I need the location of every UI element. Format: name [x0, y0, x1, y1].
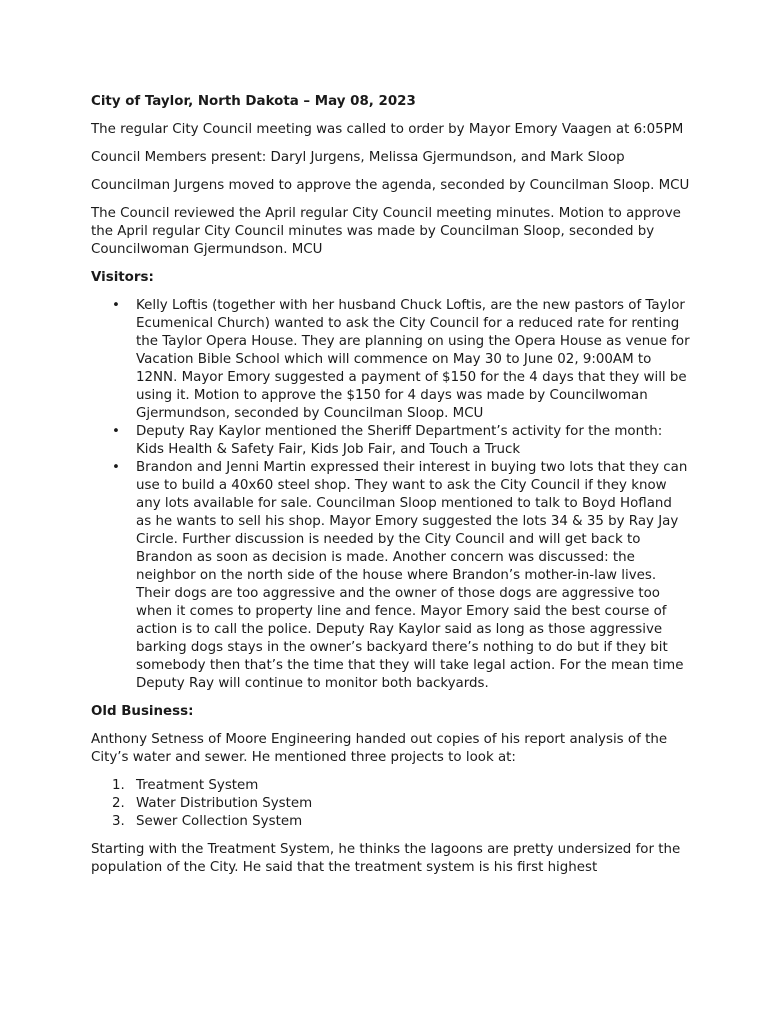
project-label: Sewer Collection System	[136, 814, 303, 829]
agenda-motion-paragraph: Councilman Jurgens moved to approve the agenda, seconded by Councilman Sloop. MCU	[91, 178, 690, 193]
visitor-item-text: Brandon and Jenni Martin expressed their interest in buying two lots that they can use to build a 40x60 steel shop. They want to ask the City Council if they know any lots available for sale. Councilman Sloop mentioned to talk to Boyd Hofland as he wants to sell his shop. Mayor Emory suggested the lots 34 & 35 by Ray Jay Circle. Further discussion is needed by the City Council and will get back to Brandon as soon as decision is made. Another concern was discussed: the neighbor on the north side of the house where Brandon’s mother-in-law lives. Their dogs are too aggressive and the owner of those dogs are aggressive too when it comes to property line and fence. Mayor Emory said the best course of action is to call the police. Deputy Ray Kaylor said as long as those aggressive barking dogs stays in the owner’s backyard there’s nothing to do but if they bit somebody then that’s the time that they will take legal action. For the mean time Deputy Ray will continue to monitor both backyards.	[136, 460, 688, 691]
document-page	[91, 93, 691, 887]
visitors-heading: Visitors:	[91, 270, 154, 285]
list-item	[91, 813, 691, 831]
bullet-icon: •	[112, 298, 120, 313]
minutes-motion-paragraph: The Council reviewed the April regular City Council meeting minutes. Motion to approve the April regular City Council minutes was made by Councilman Sloop, seconded by Councilwoman Gjermundson. MCU	[91, 206, 681, 257]
list-item	[91, 459, 691, 693]
list-number: 2.	[112, 796, 125, 811]
visitors-list	[91, 297, 691, 693]
treatment-system-paragraph: Starting with the Treatment System, he thinks the lagoons are pretty undersized for the population of the City. He said that the treatment system is his first highest	[91, 842, 681, 875]
list-item	[91, 795, 691, 813]
old-business-heading: Old Business:	[91, 704, 194, 719]
call-to-order-paragraph: The regular City Council meeting was called to order by Mayor Emory Vaagen at 6:05PM	[91, 122, 684, 137]
list-item	[91, 777, 691, 795]
old-business-intro-paragraph: Anthony Setness of Moore Engineering handed out copies of his report analysis of the City’s water and sewer. He mentioned three projects to look at:	[91, 732, 668, 765]
project-label: Treatment System	[136, 778, 259, 793]
bullet-icon: •	[112, 424, 120, 439]
projects-list	[91, 777, 691, 831]
visitor-item-text: Deputy Ray Kaylor mentioned the Sheriff Department’s activity for the month: Kids Health & Safety Fair, Kids Job Fair, and Touch a Truck	[136, 424, 663, 457]
list-number: 1.	[112, 778, 125, 793]
bullet-icon: •	[112, 460, 120, 475]
list-number: 3.	[112, 814, 125, 829]
list-item	[91, 297, 691, 423]
project-label: Water Distribution System	[136, 796, 313, 811]
visitor-item-text: Kelly Loftis (together with her husband Chuck Loftis, are the new pastors of Taylor Ecumenical Church) wanted to ask the City Council for a reduced rate for renting the Taylor Opera House. They are planning on using the Opera House as venue for Vacation Bible School which will commence on May 30 to June 02, 9:00AM to 12NN. Mayor Emory suggested a payment of $150 for the 4 days that they will be using it. Motion to approve the $150 for 4 days was made by Councilwoman Gjermundson, seconded by Councilman Sloop. MCU	[136, 298, 690, 421]
members-present-paragraph: Council Members present: Daryl Jurgens, Melissa Gjermundson, and Mark Sloop	[91, 150, 625, 165]
document-title: City of Taylor, North Dakota – May 08, 2023	[91, 94, 416, 109]
list-item	[91, 423, 691, 459]
